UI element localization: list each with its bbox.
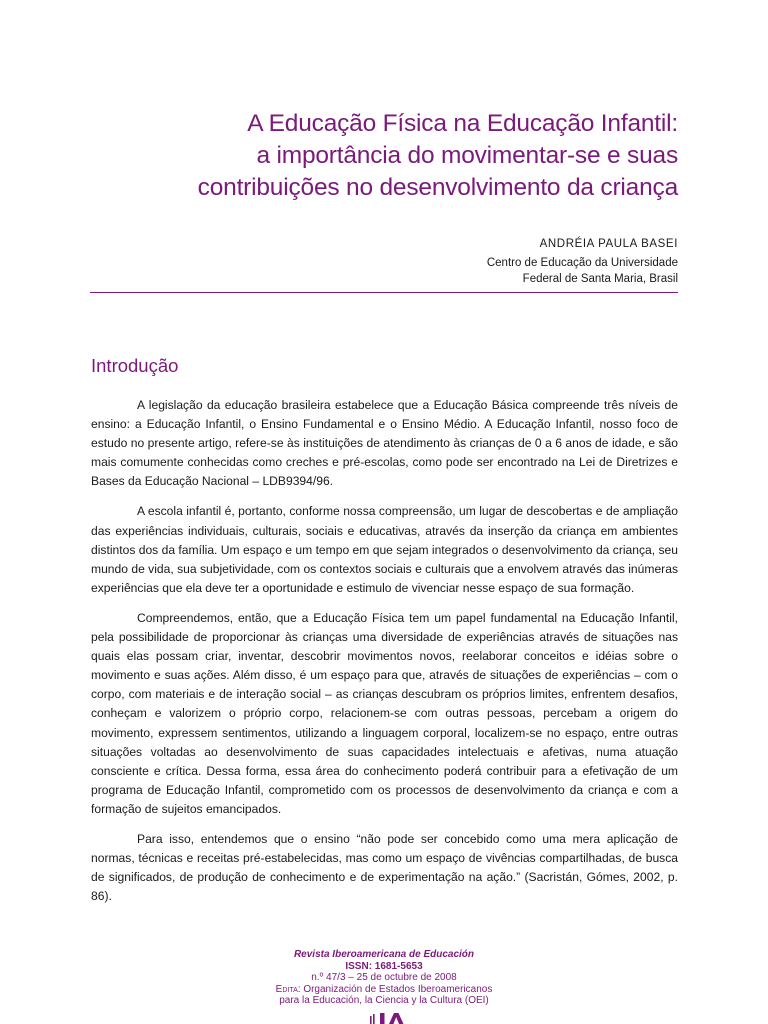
title-line-2: a importância do movimentar-se e suas (256, 142, 678, 169)
section-heading: Introdução (91, 355, 179, 376)
page-footer (0, 949, 768, 1007)
footer-journal-name: Revista Iberoamericana de Educación (293, 949, 475, 960)
title-line-3: contribuições no desenvolvimento da criança (197, 174, 678, 201)
oei-logo-icon (368, 1010, 408, 1024)
body-paragraph: A legislação da educação brasileira estabelece que a Educação Básica compreende três níveis de ensino: a Educação Infantil, o Ensino Fundamental e o Ensino Médio. A Educação Infantil, nosso foco de estudo no presente artigo, refere-se às instituições de atendimento às crianças de 0 a 6 anos de idade, e são mais comumente conhecidas como creches e pré-escolas, como pode ser encontrado na Lei de Diretrizes e Bases da Educação Nacional – LDB9394/96. (91, 398, 678, 489)
body-paragraph: A escola infantil é, portanto, conforme nossa compreensão, um lugar de descobertas e de ampliação das experiências individuais, culturais, sociais e educativas, através da inserção da criança em ambientes distintos dos da família. Um espaço e um tempo em que sejam integrados o desenvolvimento da criança, seu mundo de vida, sua subjetividade, com os contextos sociais e culturais que a envolvem através das inúmeras experiências que ela deve ter a oportunidade e estimulo de vivenciar nesse espaço de sua formação. (91, 504, 678, 595)
footer-edita-text: : Organización de Estados Iberoamericanos (297, 983, 493, 995)
footer-issue: n.º 47/3 – 25 de octubre de 2008 (311, 972, 457, 983)
article-body (91, 396, 678, 917)
article-title (58, 108, 678, 204)
author-affiliation-line-2: Federal de Santa Maria, Brasil (522, 273, 678, 285)
footer-publisher-line-1 (0, 984, 768, 996)
author-affiliation-line-1: Centro de Educação da Universidade (486, 257, 678, 269)
author-block (178, 236, 678, 287)
header-divider (90, 292, 678, 293)
body-paragraph: Para isso, entendemos que o ensino “não pode ser concebido como uma mera aplicação de normas, técnicas e receitas pré-estabelecidas, mas como um espaço de vivências compartilhadas, de busca de significados, de produção de conhecimento e de experimentação na ação.” (Sacristán, Gómes, 2002, p. 86). (91, 831, 678, 904)
footer-issn: ISSN: 1681-5653 (345, 960, 423, 972)
footer-publisher-line-2: para la Educación, la Ciencia y la Cultura (OEI) (279, 995, 489, 1006)
author-name: ANDRÉIA PAULA BASEI (539, 238, 678, 250)
footer-edita-label: Edita (275, 983, 298, 995)
body-paragraph: Compreendemos, então, que a Educação Física tem um papel fundamental na Educação Infantil, pela possibilidade de proporcionar às crianças uma diversidade de experiências através de situações nas quais elas possam criar, inventar, descobrir movimentos novos, reelaborar conceitos e idéias sobre o movimento e suas ações. Além disso, é um espaço para que, através de situações de experiências – com o corpo, com materiais e de interação social – as crianças descubram os próprios limites, enfrentem desafios, conheçam e valorizem o próprio corpo, relacionem-se com outras pessoas, percebam a origem do movimento, expressem sentimentos, utilizando a linguagem corporal, localizem-se no espaço, entre outras situações voltadas ao desenvolvimento de suas capacidades intelectuais e afetivas, numa atuação consciente e crítica. Dessa forma, essa área do conhecimento poderá contribuir para a efetivação de um programa de Educação Infantil, comprometido com os processos de desenvolvimento da criança e com a formação de sujeitos emancipados. (91, 610, 678, 816)
title-line-1: A Educação Física na Educação Infantil: (247, 110, 678, 137)
